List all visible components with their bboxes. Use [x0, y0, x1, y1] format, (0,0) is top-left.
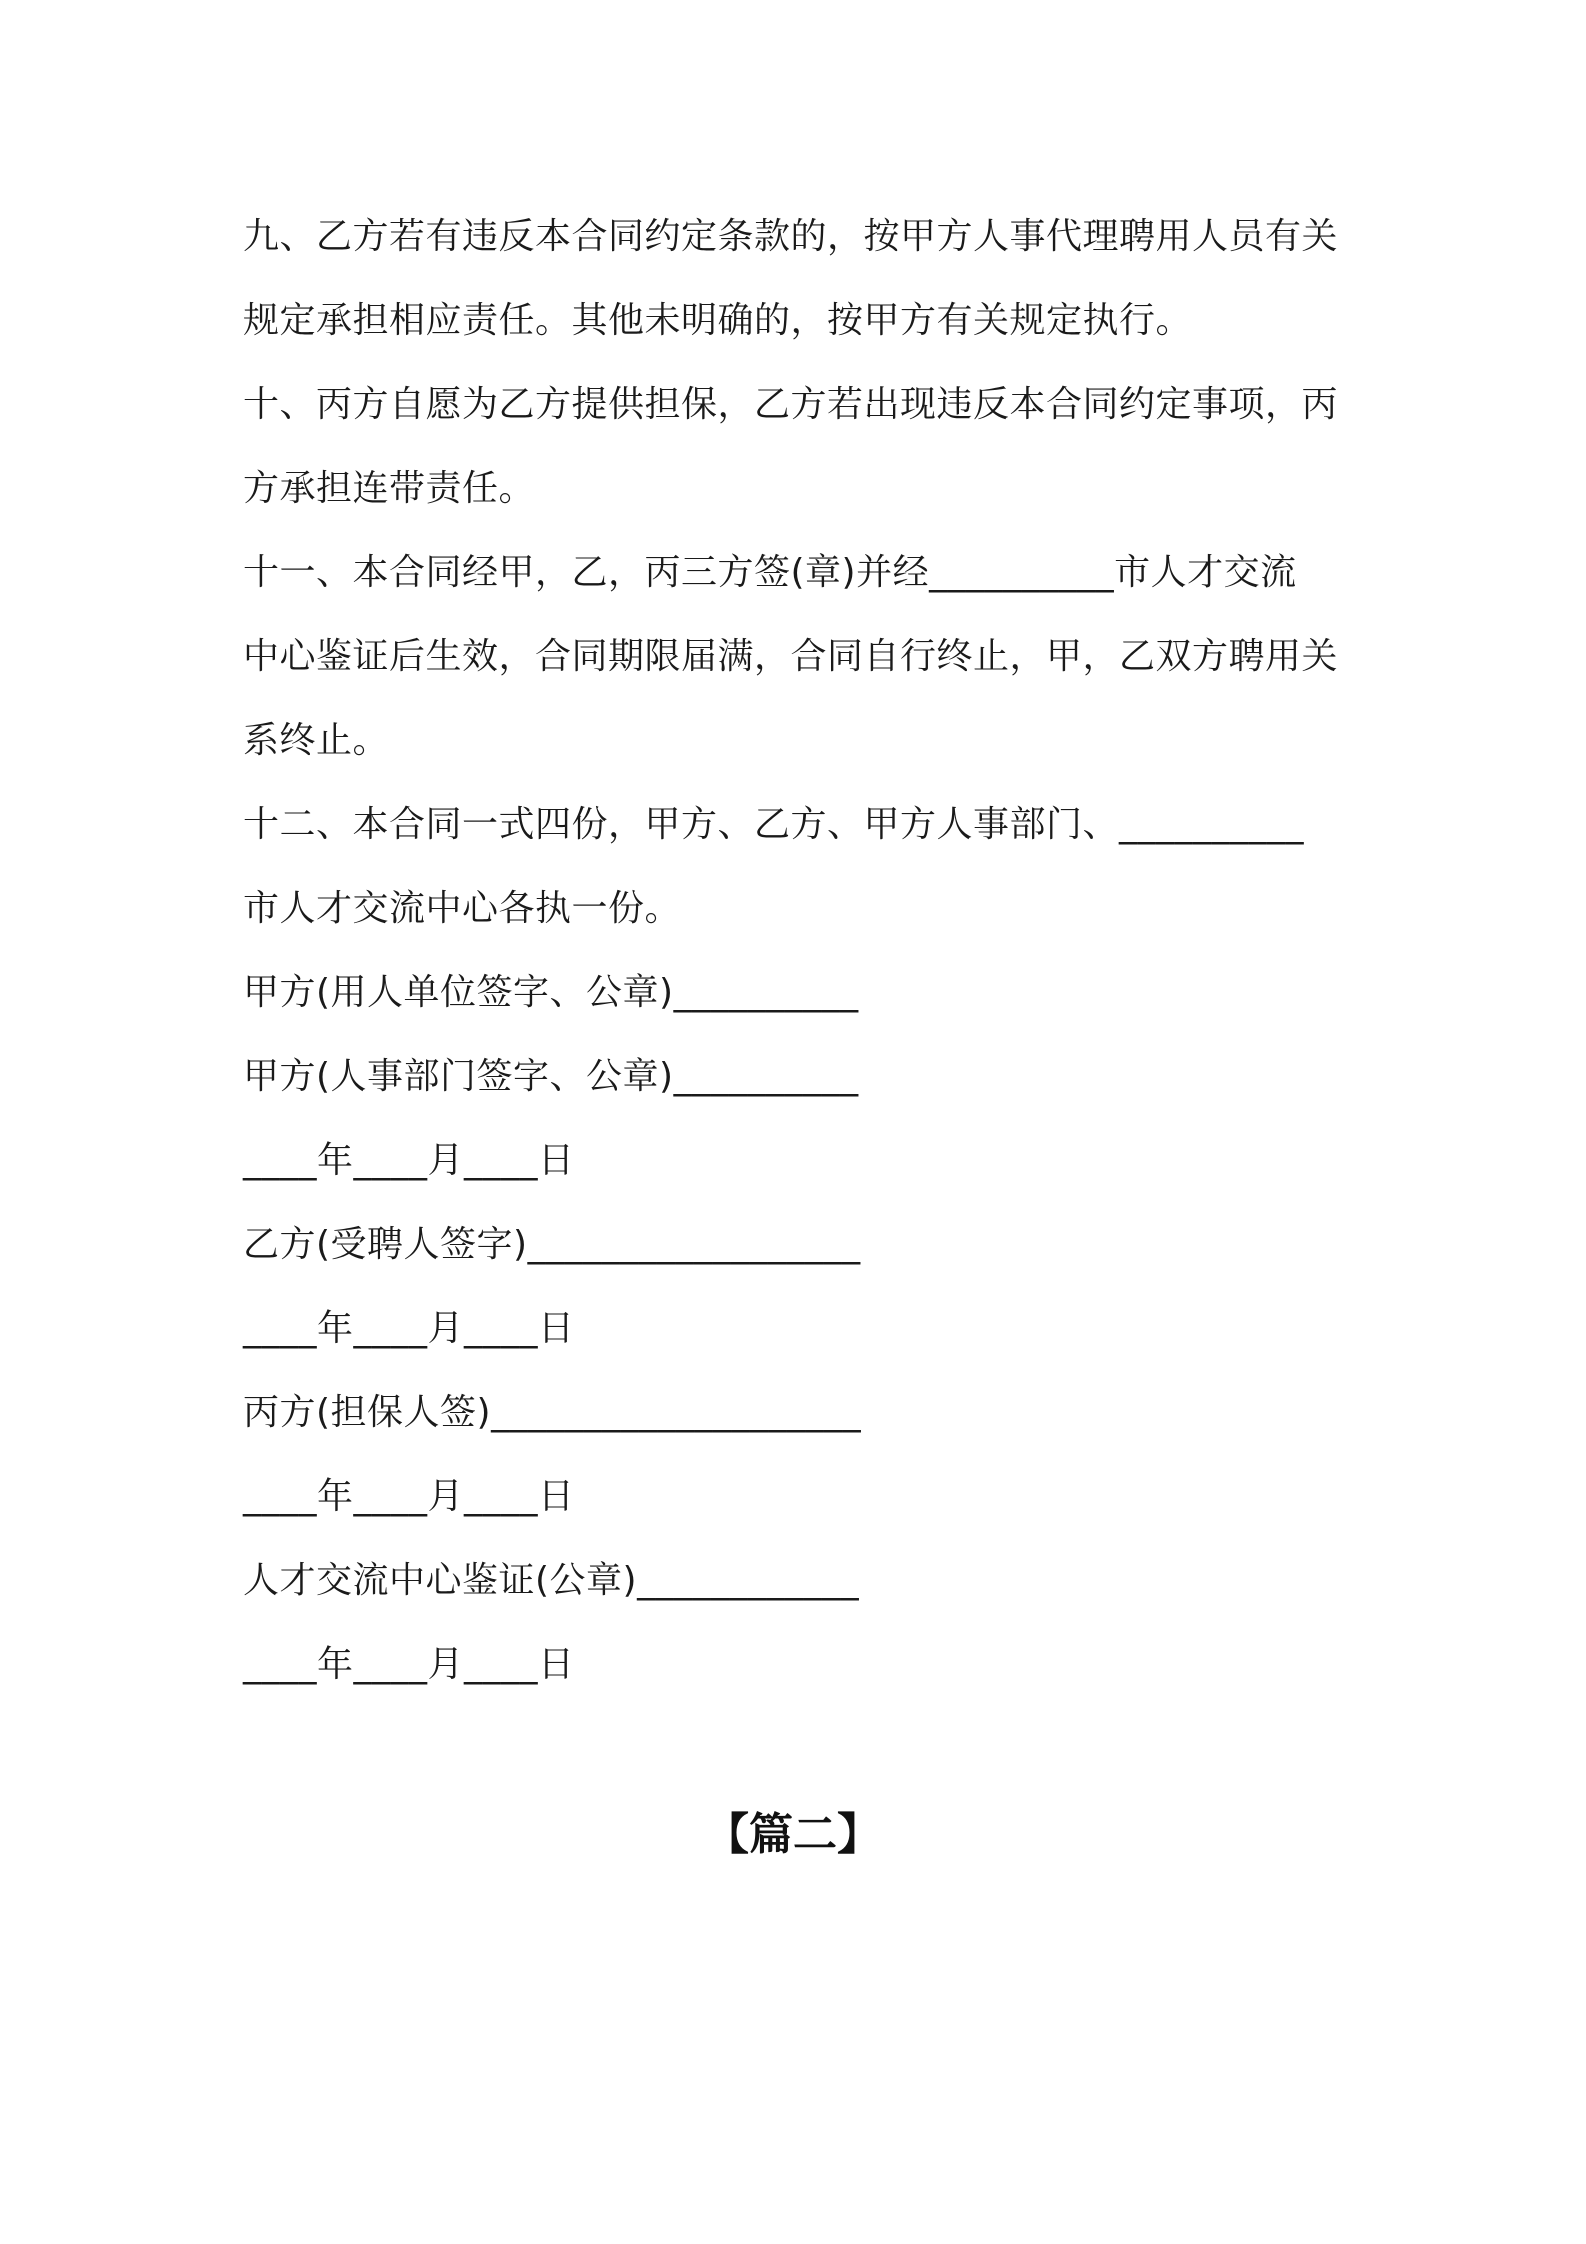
- clause-9-line-1: 九、乙方若有违反本合同约定条款的，按甲方人事代理聘用人员有关: [243, 216, 1339, 257]
- party-b-signature: 乙方(受聘人签字)__________________: [243, 1224, 861, 1265]
- date-line-2: ____年____月____日: [243, 1308, 575, 1349]
- document-body: [243, 195, 1363, 1707]
- section-title: 【篇二】: [705, 1809, 881, 1860]
- talent-center-seal: 人才交流中心鉴证(公章)____________: [243, 1560, 860, 1601]
- clause-12-line-1: 十二、本合同一式四份，甲方、乙方、甲方人事部门、__________: [243, 804, 1305, 845]
- party-a-hr-signature: 甲方(人事部门签字、公章)__________: [243, 1056, 859, 1097]
- clause-11-line-1: 十一、本合同经甲，乙，丙三方签(章)并经__________市人才交流: [243, 552, 1297, 593]
- clause-9-line-2: 规定承担相应责任。其他未明确的，按甲方有关规定执行。: [243, 300, 1193, 341]
- date-line-3: ____年____月____日: [243, 1476, 575, 1517]
- party-c-signature: 丙方(担保人签)____________________: [243, 1392, 862, 1433]
- date-line-4: ____年____月____日: [243, 1644, 575, 1685]
- clause-11-line-2: 中心鉴证后生效，合同期限届满，合同自行终止，甲，乙双方聘用关: [243, 636, 1339, 677]
- clause-11-line-3: 系终止。: [243, 720, 390, 761]
- clause-10-line-2: 方承担连带责任。: [243, 468, 536, 509]
- clause-12-line-2: 市人才交流中心各执一份。: [243, 888, 682, 929]
- date-line-1: ____年____月____日: [243, 1140, 575, 1181]
- clause-10-line-1: 十、丙方自愿为乙方提供担保，乙方若出现违反本合同约定事项，丙: [243, 384, 1339, 425]
- party-a-employer-signature: 甲方(用人单位签字、公章)__________: [243, 972, 859, 1013]
